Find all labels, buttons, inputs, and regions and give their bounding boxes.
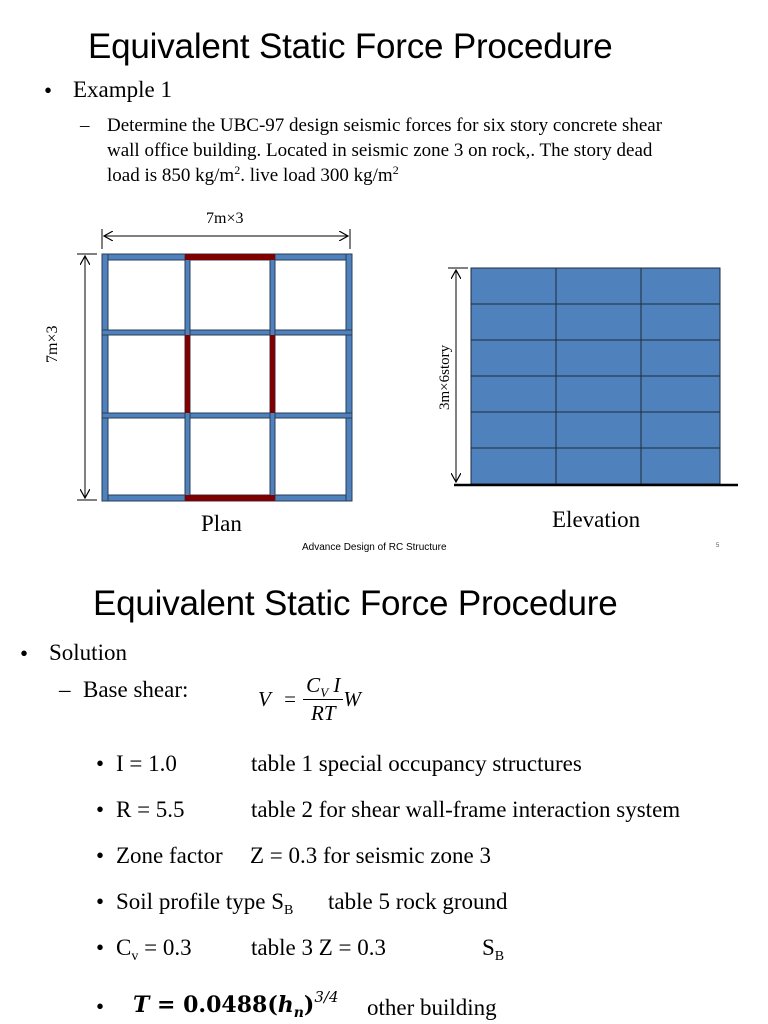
plan-dimension-top: 7m×3 [206, 210, 244, 227]
page-number: 5 [716, 543, 720, 549]
period-formula: $T = 0.0488(h_n)^{3/4}$ [133, 988, 339, 1021]
importance-factor-note: table 1 special occupancy structures [251, 751, 582, 776]
elevation-facade [471, 268, 720, 484]
cv-note: table 3 Z = 0.3 [251, 935, 386, 960]
bullet: • [44, 78, 53, 103]
bullet: • [96, 994, 105, 1019]
base-shear-label: Base shear: [83, 677, 189, 702]
plan-drawing [60, 205, 380, 515]
slide-footer: Advance Design of RC Structure [302, 542, 447, 553]
cv-soil-type: $S_B$ [482, 935, 505, 964]
slide-1-title: Equivalent Static Force Procedure [88, 27, 613, 66]
elevation-label: Elevation [552, 507, 641, 532]
bullet: • [96, 751, 105, 776]
bullet: • [20, 641, 29, 666]
elevation-dimension: 3m×6story [437, 344, 453, 410]
zone-factor-label: Zone factor [116, 843, 223, 868]
period-note: other building [367, 995, 497, 1020]
response-factor-note: table 2 for shear wall-frame interaction system [251, 797, 681, 822]
importance-factor: I = 1.0 [116, 751, 177, 776]
bullet: • [96, 843, 105, 868]
shear-walls [185, 254, 275, 501]
elevation-drawing [430, 260, 750, 500]
dash: – [80, 115, 90, 136]
description-line-2: wall office building. Located in seismic zone 3 on rock,. The story dead [107, 140, 653, 161]
plan-dimension-left: 7m×3 [44, 325, 61, 363]
soil-profile: Soil profile type $S_B$ [116, 889, 294, 918]
plan-frame [102, 254, 352, 501]
base-shear-formula: V = $\frac{C_V I}{RT}$ W [258, 673, 361, 725]
slide-2-title: Equivalent Static Force Procedure [93, 584, 618, 623]
description-line-3: load is 850 $kg/m^2$. live load 300 $kg/m^2$ [107, 163, 399, 186]
bullet: • [96, 935, 105, 960]
bullet: • [96, 889, 105, 914]
description-line-1: Determine the UBC-97 design seismic forces for six story concrete shear [107, 115, 663, 136]
soil-profile-note: table 5 rock ground [328, 889, 508, 914]
response-factor: R = 5.5 [116, 797, 185, 822]
cv-value: $C_v = 0.3$ [116, 935, 192, 964]
plan-label: Plan [201, 511, 242, 536]
zone-factor-value: Z = 0.3 for seismic zone 3 [250, 843, 491, 868]
bullet: • [96, 797, 105, 822]
solution-heading: Solution [49, 640, 127, 665]
example-heading: Example 1 [73, 77, 172, 102]
dash: – [59, 677, 71, 702]
